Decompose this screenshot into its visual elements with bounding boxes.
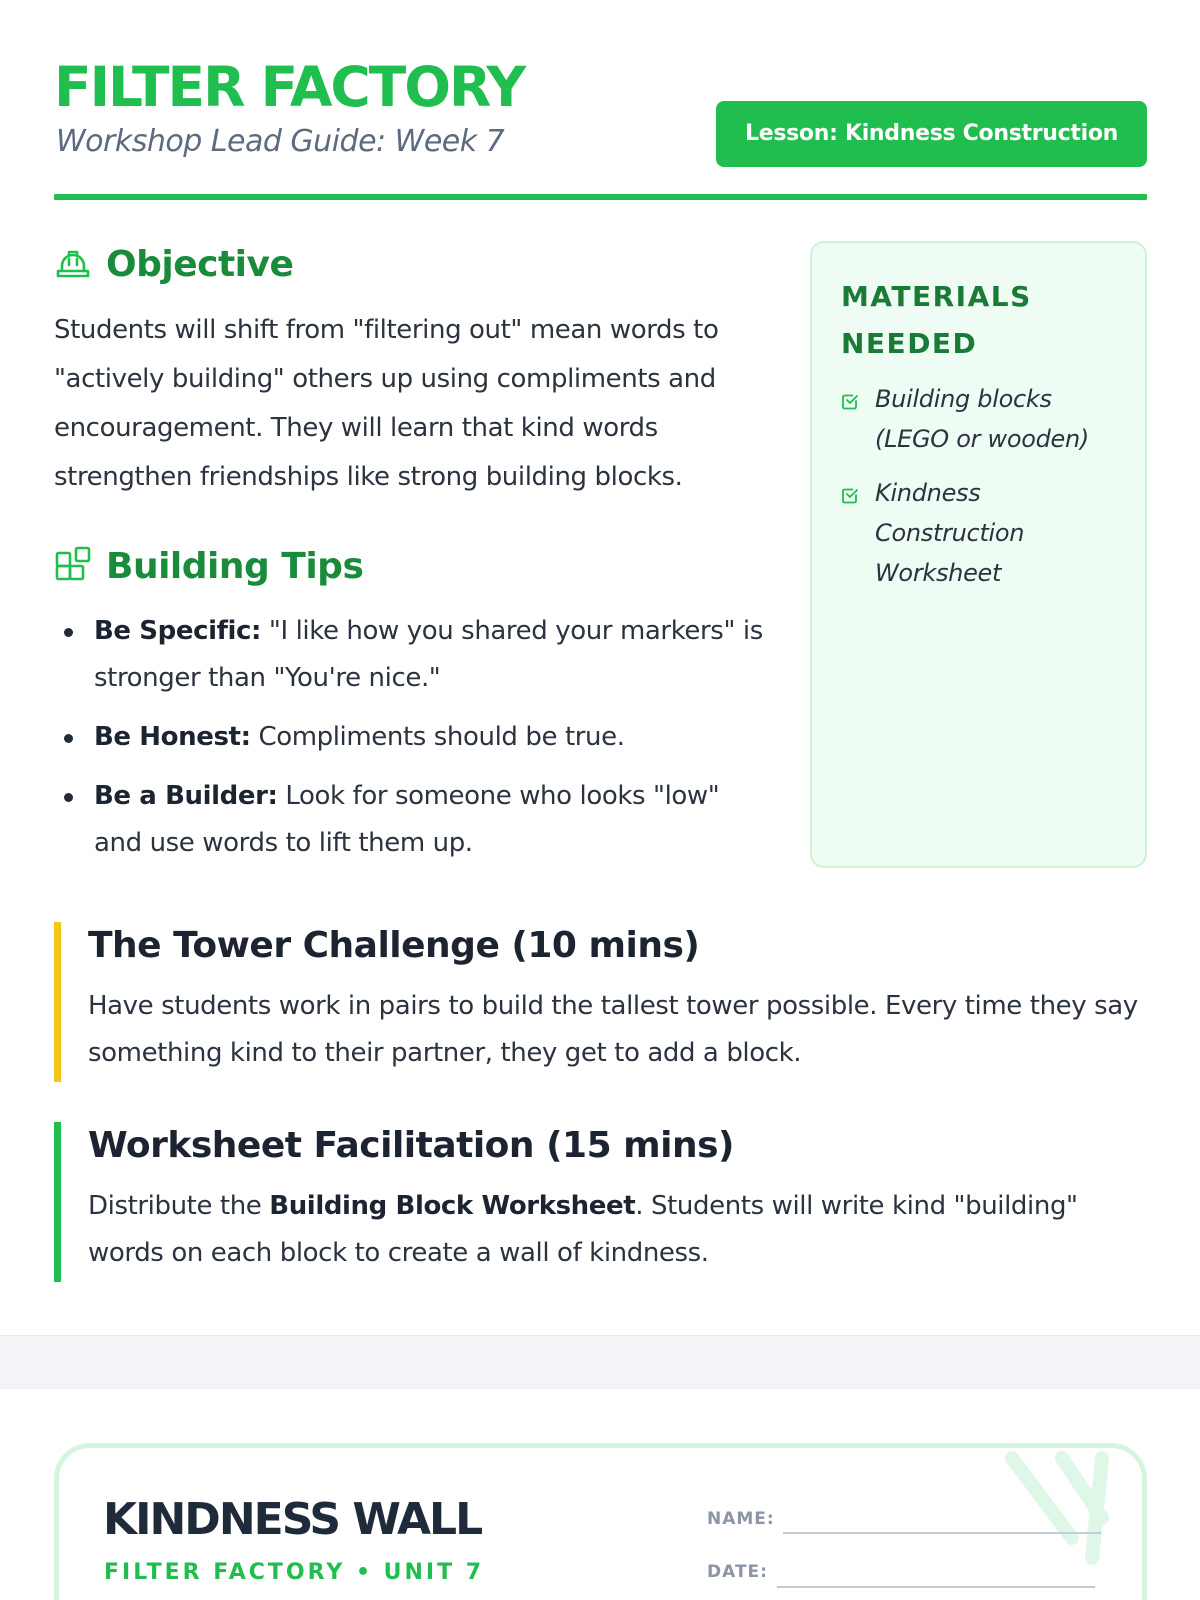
- hard-hat-icon: [54, 246, 92, 284]
- material-label: Kindness Construction Worksheet: [875, 479, 1025, 587]
- objective-title: Objective: [106, 244, 294, 285]
- worksheet-facilitation-text: [88, 1183, 1154, 1277]
- tower-challenge-section: [54, 922, 1154, 1082]
- guide-subtitle: Workshop Lead Guide: Week 7: [56, 124, 505, 159]
- brand-title: FILTER FACTORY: [54, 55, 525, 119]
- tip-item: [54, 608, 774, 702]
- tower-challenge-title: The Tower Challenge (10 mins): [88, 925, 700, 966]
- tip-term: Be Specific:: [94, 616, 262, 646]
- kindness-wall-worksheet: [54, 1443, 1147, 1600]
- square-check-icon: [841, 379, 859, 414]
- worksheet-subtitle: FILTER FACTORY • UNIT 7: [104, 1560, 485, 1585]
- tip-term: Be Honest:: [94, 722, 251, 752]
- materials-title: MATERIALS NEEDED: [841, 280, 1032, 360]
- worksheet-title: KINDNESS WALL: [103, 1494, 482, 1545]
- date-label: DATE:: [707, 1562, 768, 1582]
- tip-item: [54, 714, 774, 761]
- worksheet-facilitation-section: [54, 1122, 1154, 1282]
- material-label: Building blocks (LEGO or wooden): [875, 385, 1089, 453]
- tower-challenge-text: Have students work in pairs to build the tallest tower possible. Every time they say something kind to their partner, they get to add a block.: [88, 991, 1138, 1068]
- material-item: [841, 473, 1131, 593]
- green-accent-bar: [54, 1122, 61, 1282]
- building-tips-list: [54, 608, 774, 879]
- square-check-icon: [841, 473, 859, 508]
- building-tips-heading: [54, 545, 363, 587]
- material-item: [841, 379, 1131, 459]
- lesson-badge: Lesson: Kindness Construction: [716, 101, 1147, 167]
- tip-text: "I like how you shared your markers" is stronger than "You're nice.": [94, 616, 763, 693]
- text-before: Distribute the: [88, 1191, 270, 1221]
- text-after: . Students will write kind "building" words on each block to create a wall of kindness.: [88, 1191, 1078, 1268]
- header-divider: [54, 194, 1147, 200]
- date-field-line[interactable]: [777, 1586, 1095, 1588]
- page-separator: [0, 1335, 1200, 1389]
- building-tips-title: Building Tips: [106, 545, 364, 587]
- worksheet-facilitation-title: Worksheet Facilitation (15 mins): [88, 1125, 735, 1166]
- name-field-line[interactable]: [783, 1532, 1101, 1534]
- name-label: NAME:: [707, 1509, 775, 1529]
- objective-text: Students will shift from "filtering out" mean words to "actively building" others up using compliments and encouragement. They will learn that kind words strengthen friendships like strong building blocks.: [54, 315, 719, 492]
- materials-panel: [810, 241, 1147, 868]
- blocks-icon: [54, 545, 92, 587]
- tip-term: Be a Builder:: [94, 781, 278, 811]
- tip-text: Compliments should be true.: [250, 722, 625, 752]
- objective-heading: [54, 244, 293, 285]
- tip-text: Look for someone who looks "low" and use words to lift them up.: [94, 781, 720, 858]
- crane-decoration-icon: [982, 1448, 1142, 1568]
- yellow-accent-bar: [54, 922, 61, 1082]
- worksheet-name: Building Block Worksheet: [269, 1191, 636, 1221]
- tip-item: [54, 773, 774, 867]
- materials-list: [841, 379, 1131, 607]
